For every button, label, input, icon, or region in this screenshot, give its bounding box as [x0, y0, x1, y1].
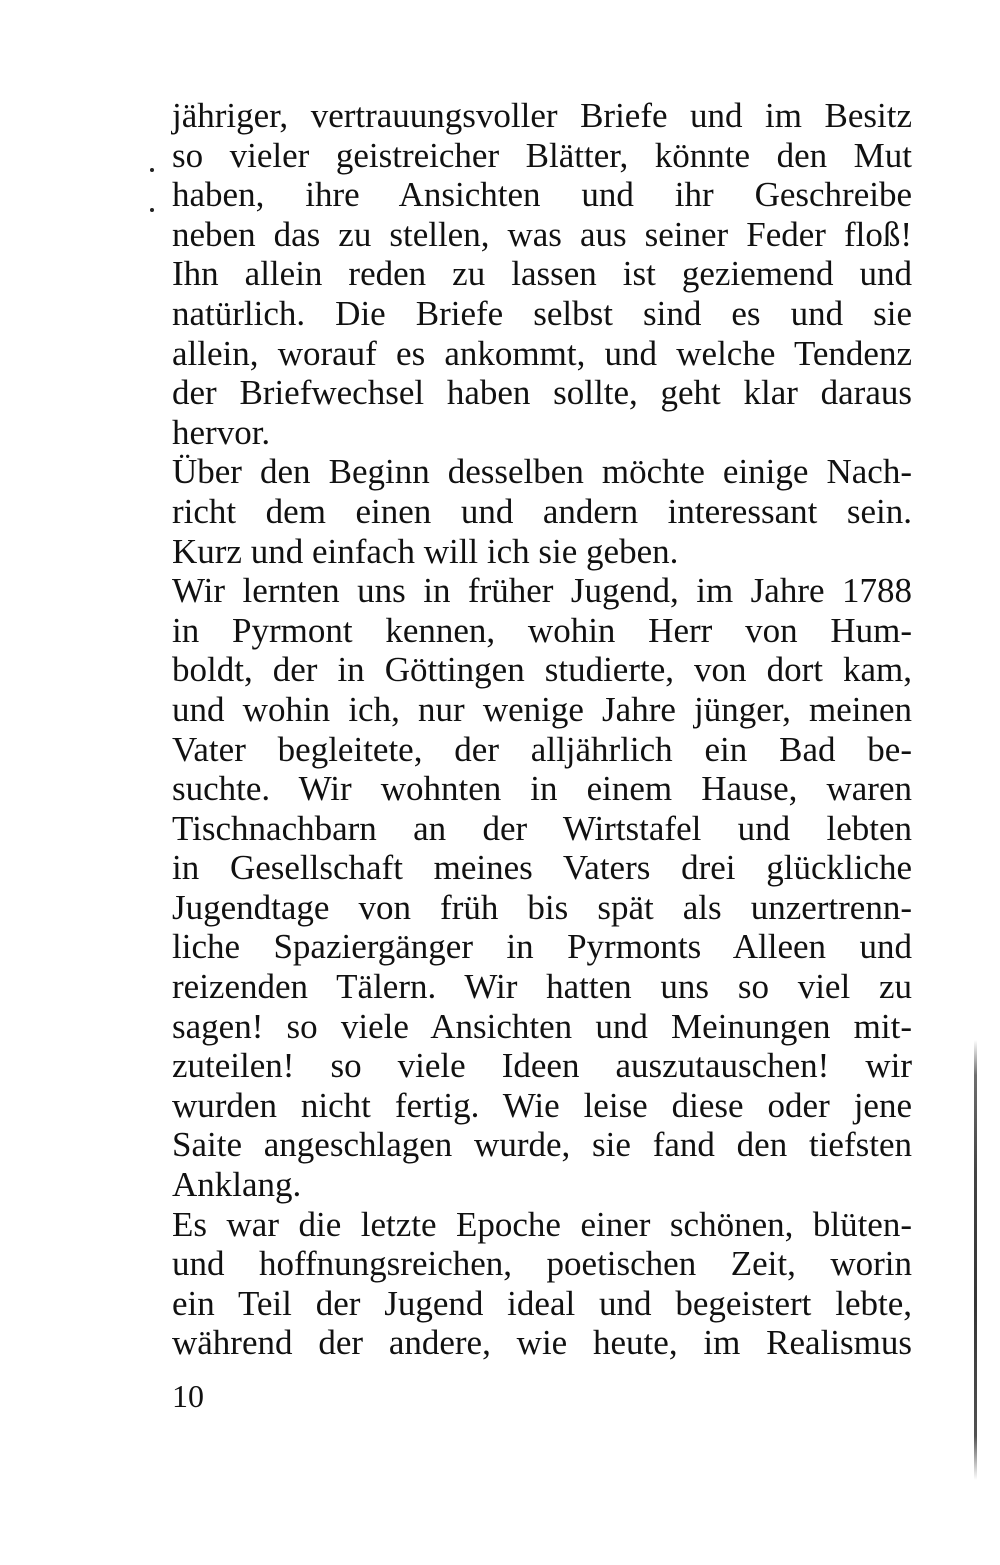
- text-line: richt dem einen und andern interessant sein.: [172, 491, 912, 531]
- text-line: boldt, der in Göttingen studierte, von dort kam,: [172, 650, 912, 690]
- text-line: reizenden Tälern. Wir hatten uns so viel zu: [172, 967, 912, 1007]
- page-number: 10: [172, 1378, 204, 1414]
- text-line: und wohin ich, nur wenige Jahre jünger, meinen: [172, 689, 912, 729]
- text-line: während der andere, wie heute, im Realismus: [172, 1323, 912, 1363]
- text-line: Tischnachbarn an der Wirtstafel und lebten: [172, 808, 912, 848]
- text-line: wurden nicht fertig. Wie leise diese oder jene: [172, 1085, 912, 1125]
- text-line: Anklang.: [172, 1165, 302, 1205]
- text-line: Ihn allein reden zu lassen ist geziemend und: [172, 254, 912, 294]
- text-line: natürlich. Die Briefe selbst sind es und sie: [172, 293, 912, 333]
- text-line: hervor.: [172, 412, 271, 452]
- text-line: Kurz und einfach will ich sie geben.: [172, 531, 679, 571]
- text-line: allein, worauf es ankommt, und welche Tendenz: [172, 333, 912, 373]
- text-line: suchte. Wir wohnten in einem Hause, waren: [172, 769, 912, 809]
- text-line: in Pyrmont kennen, wohin Herr von Hum-: [172, 610, 912, 650]
- text-line: sagen! so viele Ansichten und Meinungen mit-: [172, 1006, 912, 1046]
- text-line: Vater begleitete, der alljährlich ein Bad be-: [172, 729, 912, 769]
- scan-edge-mark: [974, 1040, 977, 1480]
- text-line: jähriger, vertrauungsvoller Briefe und im Besitz: [172, 96, 912, 135]
- text-line: haben, ihre Ansichten und ihr Geschreibe: [172, 175, 912, 215]
- scan-speck: [150, 208, 154, 212]
- text-line: der Briefwechsel haben sollte, geht klar daraus: [172, 373, 912, 413]
- text-line: Saite angeschlagen wurde, sie fand den tiefsten: [172, 1125, 912, 1165]
- text-line: liche Spaziergänger in Pyrmonts Alleen und: [172, 927, 912, 967]
- text-line: ein Teil der Jugend ideal und begeistert lebte,: [172, 1283, 912, 1323]
- text-line: so vieler geistreicher Blätter, könnte den Mut: [172, 135, 912, 175]
- text-line: Über den Beginn desselben möchte einige Nach-: [172, 452, 912, 492]
- text-line: neben das zu stellen, was aus seiner Feder floß!: [172, 214, 912, 254]
- text-line: zuteilen! so viele Ideen auszutauschen! wir: [172, 1046, 912, 1086]
- body-text: [172, 96, 912, 1363]
- text-line: in Gesellschaft meines Vaters drei glückliche: [172, 848, 912, 888]
- text-line: und hoffnungsreichen, poetischen Zeit, worin: [172, 1244, 912, 1284]
- scan-speck: [150, 168, 154, 172]
- text-line: Jugendtage von früh bis spät als unzertrenn-: [172, 887, 912, 927]
- text-line: Wir lernten uns in früher Jugend, im Jahre 1788: [172, 571, 912, 611]
- text-line: Es war die letzte Epoche einer schönen, blüten-: [172, 1204, 912, 1244]
